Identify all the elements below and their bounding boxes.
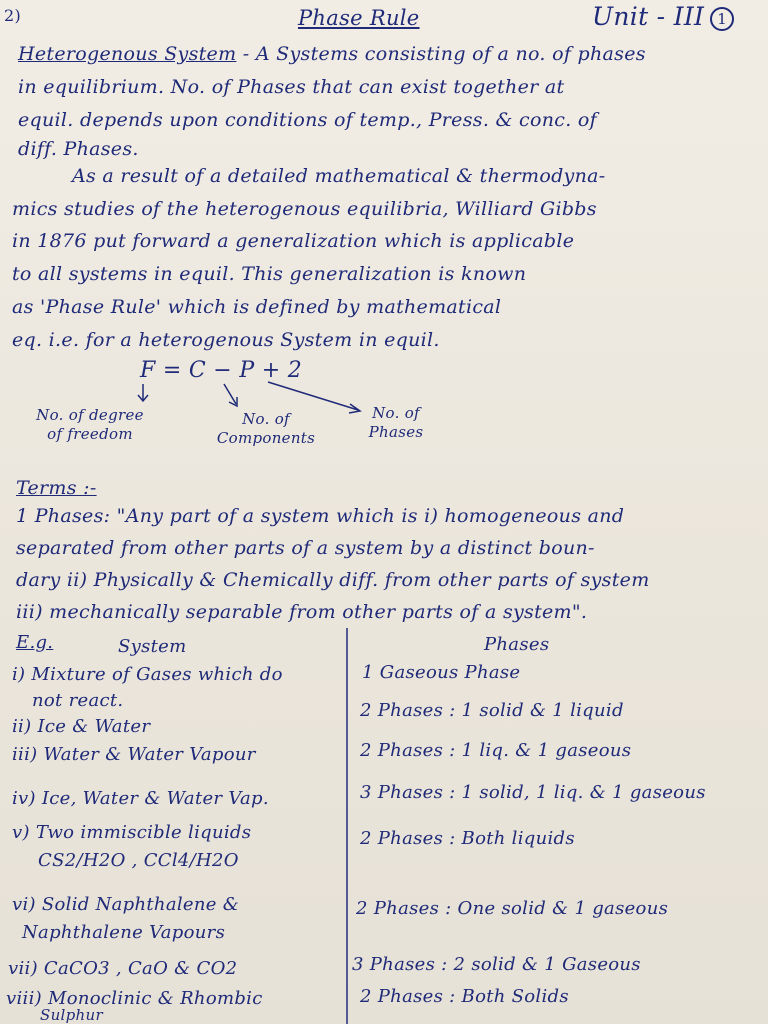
eg-label: E.g. [16, 632, 54, 653]
unit-text: Unit - III [592, 2, 705, 31]
row-3-phases: 2 Phases : 1 liq. & 1 gaseous [360, 740, 632, 761]
row-4-phases: 3 Phases : 1 solid, 1 liq. & 1 gaseous [360, 782, 706, 803]
phase-rule-formula: F = C − P + 2 [140, 358, 303, 383]
gibbs-line-6: eq. i.e. for a heterogenous System in equil. [12, 329, 440, 351]
row-7-system: vii) CaCO3 , CaO & CO2 [8, 958, 238, 979]
col-header-system: System [118, 636, 187, 657]
terms-line-2: separated from other parts of a system by a distinct boun- [16, 537, 595, 559]
row-5-system: v) Two immiscible liquids [12, 822, 252, 843]
row-8-phases: 2 Phases : Both Solids [360, 986, 569, 1007]
col-header-phases: Phases [484, 634, 550, 655]
row-8-system: viii) Monoclinic & Rhombic [6, 988, 263, 1009]
terms-heading: Terms :- [16, 477, 97, 499]
row-8-system-cont: Sulphur [40, 1006, 103, 1024]
page-mark: 2) [4, 6, 22, 25]
page-title: Phase Rule [298, 6, 420, 30]
intro-line-4: diff. Phases. [18, 138, 139, 160]
row-1-system: i) Mixture of Gases which do [12, 664, 283, 685]
gibbs-line-5: as 'Phase Rule' which is defined by mathematical [12, 296, 502, 318]
terms-line-4: iii) mechanically separable from other parts of a system". [16, 601, 588, 623]
gibbs-line-4: to all systems in equil. This generalization is known [12, 263, 527, 285]
row-6-system-cont: Naphthalene Vapours [22, 922, 226, 943]
row-5-system-cont: CS2/H2O , CCl4/H2O [38, 850, 239, 871]
page-number-circle: 1 [710, 7, 734, 31]
row-3-system: iii) Water & Water Vapour [12, 744, 256, 765]
row-1-system-cont: not react. [32, 690, 124, 711]
row-5-phases: 2 Phases : Both liquids [360, 828, 575, 849]
gibbs-line-1: As a result of a detailed mathematical & thermodyna- [72, 165, 606, 187]
intro-line-3: equil. depends upon conditions of temp., Press. & conc. of [18, 109, 597, 131]
row-2-phases: 2 Phases : 1 solid & 1 liquid [360, 700, 624, 721]
row-1-phases: 1 Gaseous Phase [362, 662, 521, 683]
label-components: No. of Components [216, 410, 316, 447]
terms-line-1: 1 Phases: "Any part of a system which is i) homogeneous and [16, 505, 625, 527]
intro-term: Heterogenous System [18, 43, 237, 65]
terms-line-3: dary ii) Physically & Chemically diff. from other parts of system [16, 569, 650, 591]
arrow-c [224, 384, 236, 404]
table-divider [346, 628, 348, 1024]
row-6-phases: 2 Phases : One solid & 1 gaseous [356, 898, 669, 919]
row-6-system: vi) Solid Naphthalene & [12, 894, 240, 915]
label-phases: No. of Phases [368, 404, 424, 441]
intro-line-1-text: - A Systems consisting of a no. of phases [242, 43, 646, 65]
gibbs-line-2: mics studies of the heterogenous equilibria, Williard Gibbs [12, 198, 597, 220]
intro-line-2: in equilibrium. No. of Phases that can exist together at [18, 76, 565, 98]
gibbs-line-3: in 1876 put forward a generalization which is applicable [12, 230, 575, 252]
row-7-phases: 3 Phases : 2 solid & 1 Gaseous [352, 954, 641, 975]
row-2-system: ii) Ice & Water [12, 716, 151, 737]
label-degree-of-freedom: No. of degree of freedom [36, 406, 144, 443]
row-4-system: iv) Ice, Water & Water Vap. [12, 788, 269, 809]
arrow-p [268, 382, 358, 410]
